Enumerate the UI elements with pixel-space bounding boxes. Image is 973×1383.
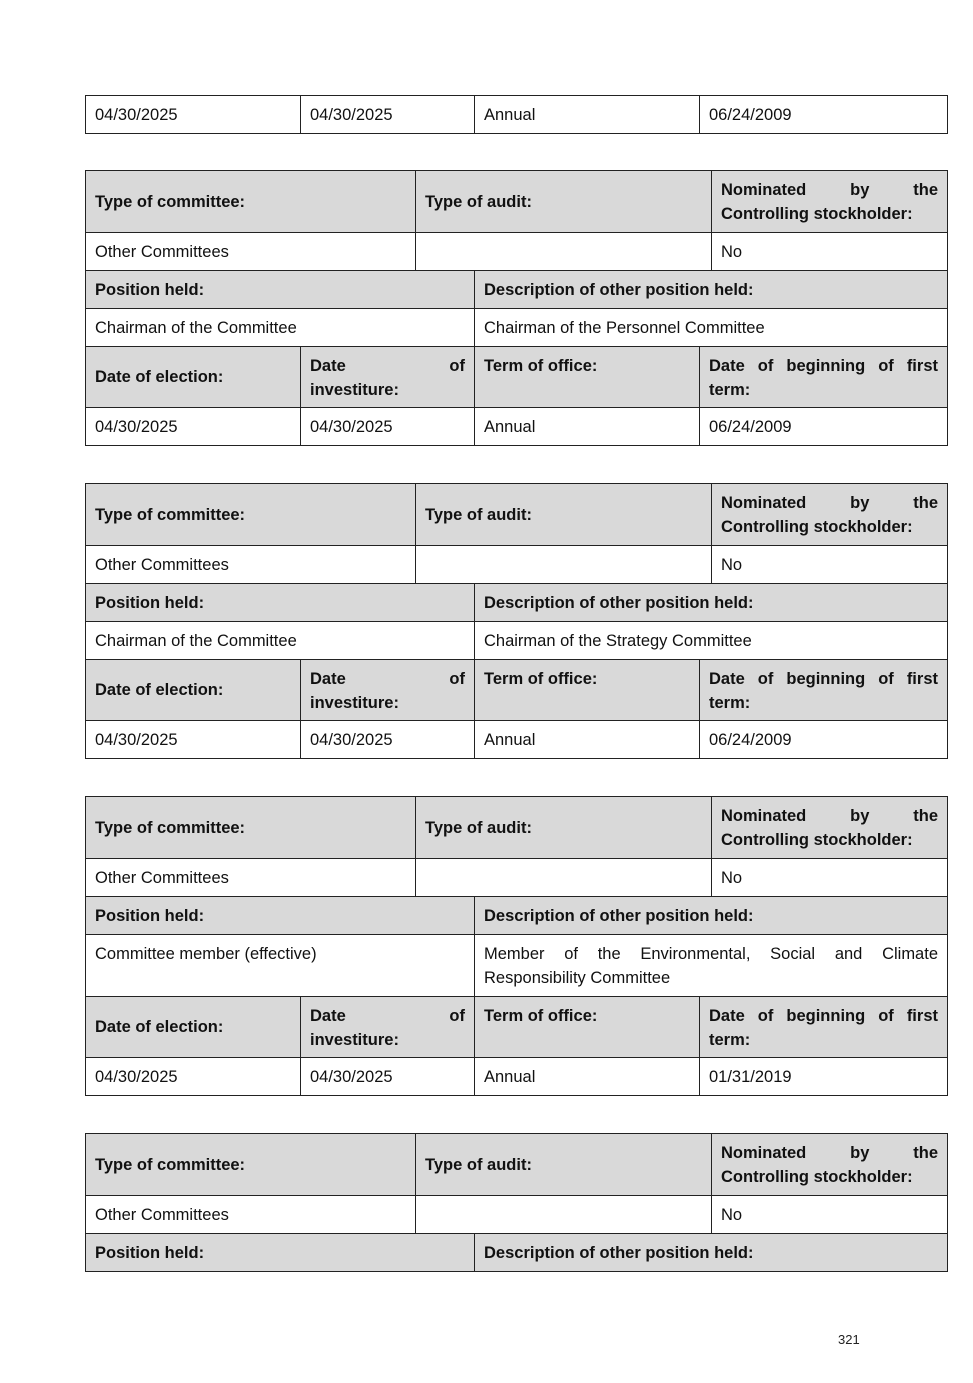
type-of-committee-label: Type of committee:	[85, 796, 415, 858]
investiture-date-value: 04/30/2025	[300, 720, 474, 758]
nominated-label: Nominated by the Controlling stockholder:	[711, 1133, 948, 1195]
committee-value-row	[85, 545, 948, 583]
position-header-row	[85, 896, 948, 934]
committee-type-value: Other Committees	[85, 1195, 415, 1233]
investiture-date-value: 04/30/2025	[300, 1057, 474, 1095]
term-of-office-label: Term of office:	[474, 346, 699, 407]
audit-type-value	[415, 545, 711, 583]
type-of-committee-label: Type of committee:	[85, 170, 415, 232]
position-held-value: Chairman of the Committee	[85, 621, 474, 659]
committee-header-row	[85, 483, 948, 545]
date-of-investiture-label: Date of investiture:	[300, 346, 474, 407]
top-dates-table	[85, 95, 948, 133]
description-label: Description of other position held:	[474, 1233, 948, 1271]
committee-block-1	[85, 170, 948, 445]
position-value-row	[85, 308, 948, 346]
dates-value-row	[85, 1057, 948, 1095]
nominated-value: No	[711, 858, 948, 896]
dates-value-row	[85, 95, 948, 133]
election-date-value: 04/30/2025	[85, 1057, 300, 1095]
position-header-row	[85, 1233, 948, 1271]
type-of-committee-label: Type of committee:	[85, 483, 415, 545]
audit-type-value	[415, 1195, 711, 1233]
page-number: 321	[838, 1332, 860, 1347]
nominated-label: Nominated by the Controlling stockholder:	[711, 796, 948, 858]
position-held-label: Position held:	[85, 1233, 474, 1271]
date-beginning-first-term-label: Date of beginning of first term:	[699, 346, 948, 407]
position-header-row	[85, 270, 948, 308]
committee-value-row	[85, 858, 948, 896]
investiture-date-value: 04/30/2025	[300, 95, 474, 133]
term-of-office-value: Annual	[474, 1057, 699, 1095]
committee-value-row	[85, 232, 948, 270]
first-term-date-value: 01/31/2019	[699, 1057, 948, 1095]
type-of-audit-label: Type of audit:	[415, 483, 711, 545]
date-of-investiture-label: Date of investiture:	[300, 659, 474, 720]
description-label: Description of other position held:	[474, 270, 948, 308]
type-of-committee-label: Type of committee:	[85, 1133, 415, 1195]
type-of-audit-label: Type of audit:	[415, 796, 711, 858]
nominated-value: No	[711, 545, 948, 583]
position-held-label: Position held:	[85, 896, 474, 934]
table-bottom-border	[85, 758, 948, 759]
position-value-row	[85, 934, 948, 996]
date-of-election-label: Date of election:	[85, 996, 300, 1057]
table-bottom-border	[85, 445, 948, 446]
election-date-value: 04/30/2025	[85, 720, 300, 758]
term-of-office-value: Annual	[474, 720, 699, 758]
date-of-election-label: Date of election:	[85, 346, 300, 407]
committee-type-value: Other Committees	[85, 858, 415, 896]
election-date-value: 04/30/2025	[85, 407, 300, 445]
term-of-office-value: Annual	[474, 95, 699, 133]
committee-header-row	[85, 1133, 948, 1195]
dates-header-row	[85, 996, 948, 1057]
type-of-audit-label: Type of audit:	[415, 1133, 711, 1195]
position-held-label: Position held:	[85, 583, 474, 621]
type-of-audit-label: Type of audit:	[415, 170, 711, 232]
position-header-row	[85, 583, 948, 621]
committee-header-row	[85, 170, 948, 232]
date-of-investiture-label: Date of investiture:	[300, 996, 474, 1057]
committee-block-3	[85, 796, 948, 1095]
position-value-row	[85, 621, 948, 659]
term-of-office-label: Term of office:	[474, 659, 699, 720]
description-value: Member of the Environmental, Social and Climate Responsibility Committee	[474, 934, 948, 996]
dates-value-row	[85, 720, 948, 758]
dates-value-row	[85, 407, 948, 445]
term-of-office-value: Annual	[474, 407, 699, 445]
description-value: Chairman of the Strategy Committee	[474, 621, 948, 659]
nominated-value: No	[711, 1195, 948, 1233]
date-beginning-first-term-label: Date of beginning of first term:	[699, 996, 948, 1057]
committee-block-4	[85, 1133, 948, 1271]
nominated-label: Nominated by the Controlling stockholder:	[711, 483, 948, 545]
committee-header-row	[85, 796, 948, 858]
election-date-value: 04/30/2025	[85, 95, 300, 133]
table-bottom-border	[85, 1271, 948, 1272]
nominated-label: Nominated by the Controlling stockholder:	[711, 170, 948, 232]
committee-value-row	[85, 1195, 948, 1233]
dates-header-row	[85, 346, 948, 407]
table-bottom-border	[85, 1095, 948, 1096]
description-value: Chairman of the Personnel Committee	[474, 308, 948, 346]
position-held-value: Committee member (effective)	[85, 934, 474, 996]
committee-type-value: Other Committees	[85, 232, 415, 270]
committee-block-2	[85, 483, 948, 758]
term-of-office-label: Term of office:	[474, 996, 699, 1057]
position-held-label: Position held:	[85, 270, 474, 308]
date-of-election-label: Date of election:	[85, 659, 300, 720]
description-label: Description of other position held:	[474, 583, 948, 621]
position-held-value: Chairman of the Committee	[85, 308, 474, 346]
nominated-value: No	[711, 232, 948, 270]
audit-type-value	[415, 858, 711, 896]
audit-type-value	[415, 232, 711, 270]
description-label: Description of other position held:	[474, 896, 948, 934]
first-term-date-value: 06/24/2009	[699, 720, 948, 758]
table-bottom-border	[85, 133, 948, 134]
committee-type-value: Other Committees	[85, 545, 415, 583]
dates-header-row	[85, 659, 948, 720]
first-term-date-value: 06/24/2009	[699, 407, 948, 445]
first-term-date-value: 06/24/2009	[699, 95, 948, 133]
investiture-date-value: 04/30/2025	[300, 407, 474, 445]
date-beginning-first-term-label: Date of beginning of first term:	[699, 659, 948, 720]
